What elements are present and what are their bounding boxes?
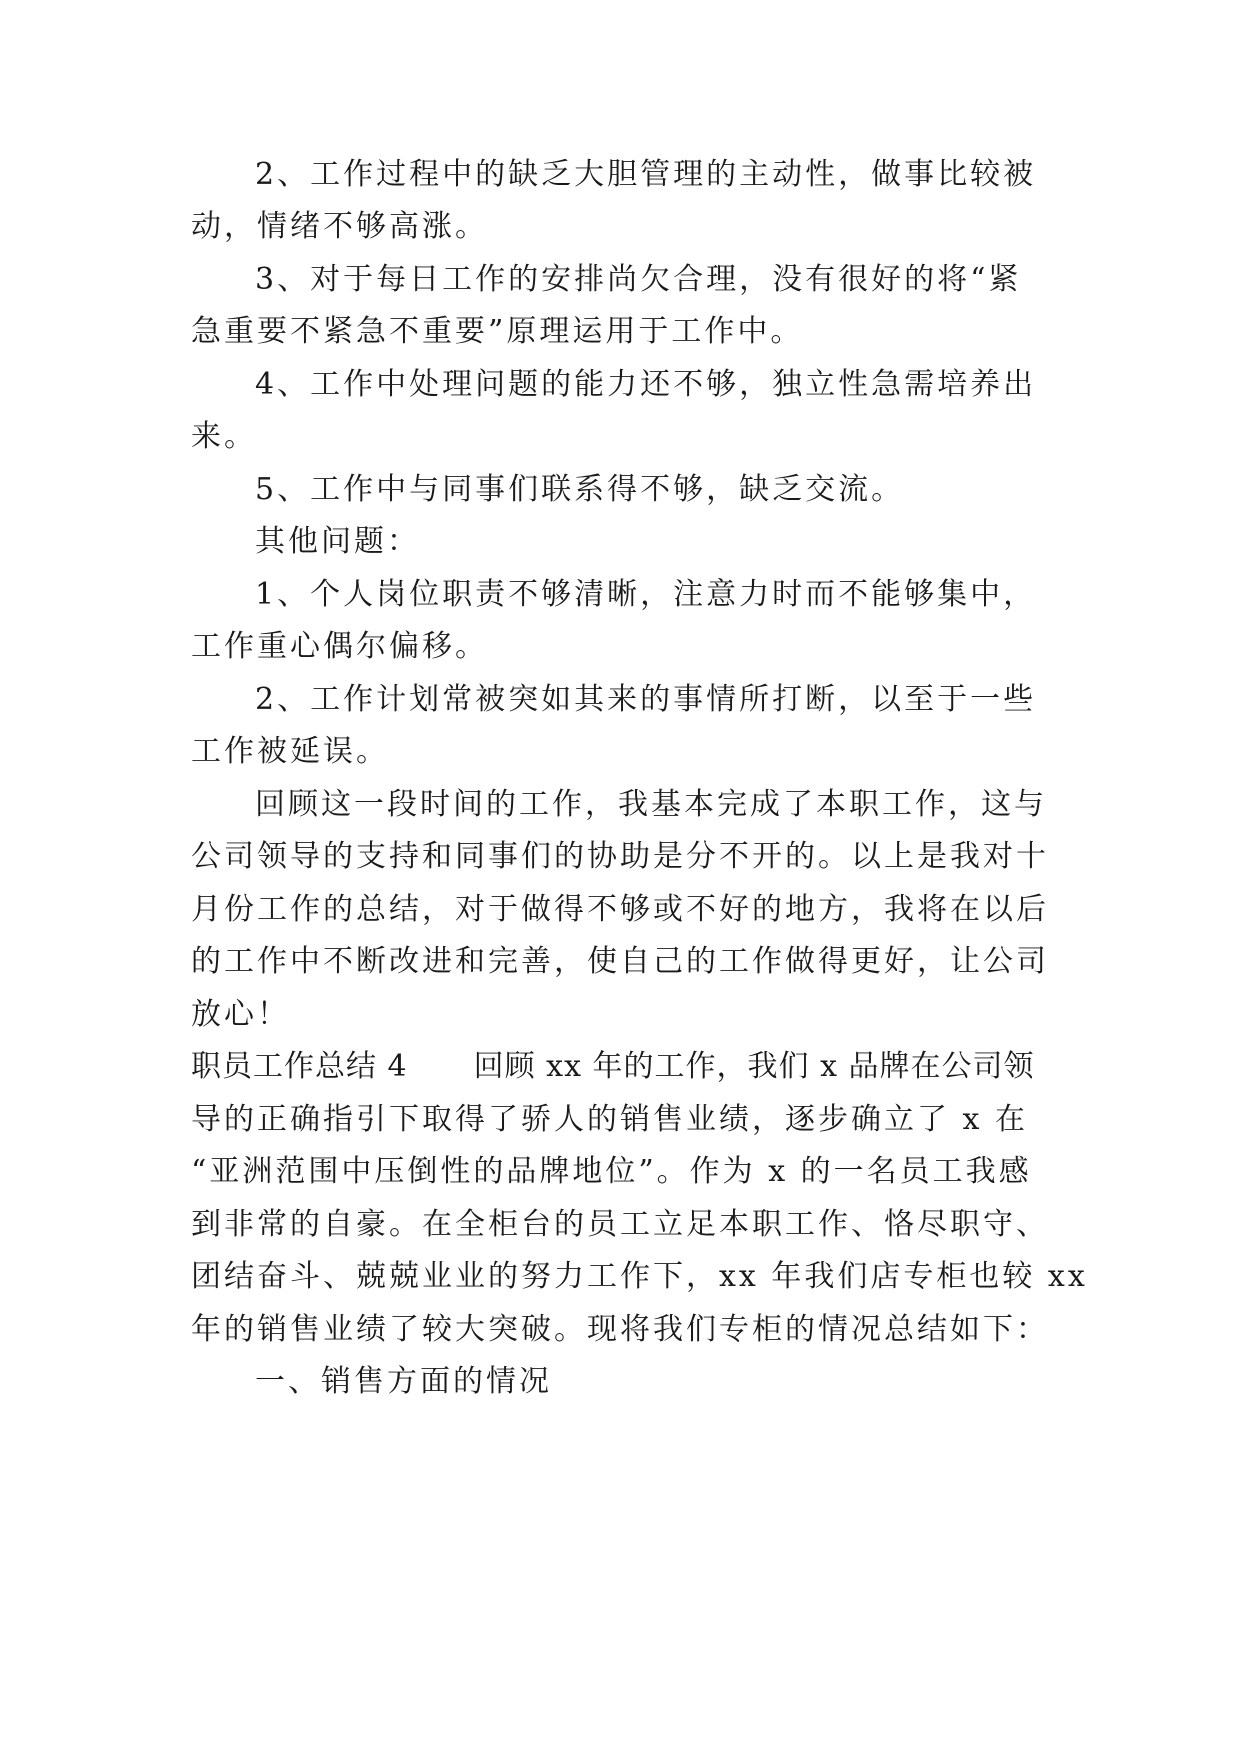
paragraph-line: 导的正确指引下取得了骄人的销售业绩，逐步确立了 x 在 — [191, 1102, 1028, 1137]
section-first-line: 回顾 xx 年的工作，我们 x 品牌在公司领 — [473, 1049, 1035, 1084]
paragraph-line: 2、工作计划常被突如其来的事情所打断，以至于一些 — [255, 682, 1037, 717]
paragraph-line: 来。 — [191, 419, 257, 454]
paragraph-line: 的工作中不断改进和完善，使自己的工作做得更好，让公司 — [191, 944, 1049, 979]
paragraph-line: 到非常的自豪。在全柜台的员工立足本职工作、恪尽职守、 — [191, 1207, 1049, 1242]
paragraph-line: 5、工作中与同事们联系得不够，缺乏交流。 — [255, 472, 905, 507]
paragraph-line: 回顾这一段时间的工作，我基本完成了本职工作，这与 — [255, 787, 1047, 822]
paragraph-line: 团结奋斗、兢兢业业的努力工作下，xx 年我们店专柜也较 xx — [191, 1259, 1088, 1294]
paragraph-line: 月份工作的总结，对于做得不够或不好的地方，我将在以后 — [191, 892, 1049, 927]
paragraph-line: 工作被延误。 — [191, 734, 389, 769]
paragraph-line: 动，情绪不够高涨。 — [191, 209, 488, 244]
section-heading-line — [191, 1047, 1061, 1087]
paragraph-line: 公司领导的支持和同事们的协助是分不开的。以上是我对十 — [191, 839, 1049, 874]
paragraph-line: 其他问题： — [255, 524, 420, 559]
paragraph-line: 放心！ — [191, 997, 290, 1032]
paragraph-line: 急重要不紧急不重要”原理运用于工作中。 — [191, 314, 804, 349]
section-title: 职员工作总结 4 — [191, 1049, 408, 1084]
paragraph-line: 3、对于每日工作的安排尚欠合理，没有很好的将“紧 — [255, 262, 1022, 297]
paragraph-line: 1、个人岗位职责不够清晰，注意力时而不能够集中， — [255, 577, 1037, 612]
paragraph-line: 4、工作中处理问题的能力还不够，独立性急需培养出 — [255, 367, 1037, 402]
paragraph-line: “亚洲范围中压倒性的品牌地位”。作为 x 的一名员工我感 — [191, 1154, 1032, 1189]
paragraph-line: 2、工作过程中的缺乏大胆管理的主动性，做事比较被 — [255, 157, 1037, 192]
paragraph-line: 年的销售业绩了较大突破。现将我们专柜的情况总结如下： — [191, 1312, 1049, 1347]
subsection-heading: 一、销售方面的情况 — [255, 1364, 552, 1399]
paragraph-line: 工作重心偶尔偏移。 — [191, 629, 488, 664]
